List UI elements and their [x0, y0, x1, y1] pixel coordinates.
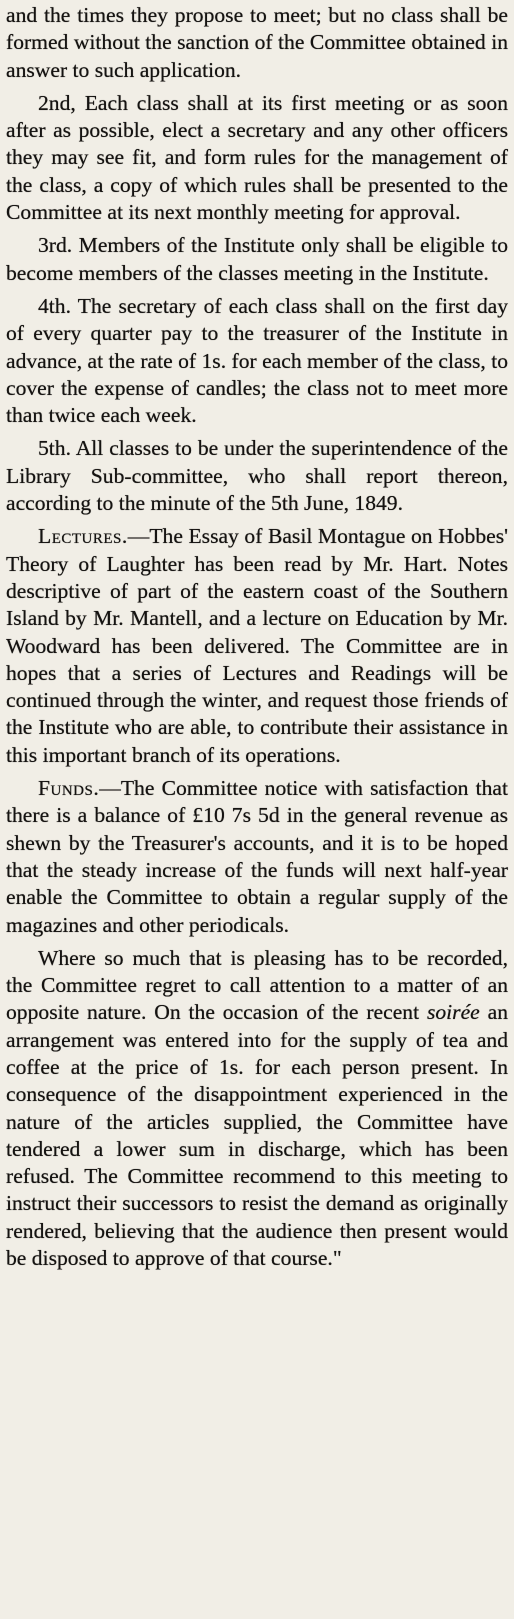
paragraph-text: 2nd, Each class shall at its first meeting or as soon after as possible, elect a secretary and any other officers they may see fit, and form rules for the management of the class, a copy of which rules shall be presented to the Committee at its next monthly meeting for approval. [6, 90, 508, 225]
paragraph-text: 3rd. Members of the Institute only shall be eligible to become members of the classes meeting in the Institute. [6, 233, 508, 285]
section-lead-lectures: Lectures. [38, 524, 128, 549]
paragraph-text-before: Where so much that is pleasing has to be recorded, the Committee regret to call attention to a matter of an opposite nature. On the occasion of the recent [6, 945, 508, 1025]
paragraph-rule-2nd [6, 90, 508, 226]
paragraph-funds [6, 775, 508, 939]
italic-word-soiree: soirée [426, 1000, 480, 1025]
paragraph-soiree [6, 945, 508, 1273]
section-lead-funds: Funds. [38, 776, 100, 801]
paragraph-text: 4th. The secretary of each class shall on the first day of every quarter pay to the treasurer of the Institute in advance, at the rate of 1s. for each member of the class, to cover the expense of candles; the class not to meet more than twice each week. [6, 293, 508, 428]
paragraph-text: —The Committee notice with satisfaction that there is a balance of £10 7s 5d in the general revenue as shewn by the Treasurer's accounts, and it is to be hoped that the steady increase of the funds will next half-year enable the Committee to obtain a regular supply of the magazines and other periodicals. [6, 776, 508, 937]
paragraph-text-after: an arrangement was entered into for the supply of tea and coffee at the price of 1s. for each person present. In consequence of the disappointment experienced in the nature of the articles supplied, the Committee have tendered a lower sum in discharge, which has been refused. The Committee recommend to this meeting to instruct their successors to resist the demand as originally rendered, believing that the audience then present would be disposed to approve of that course." [6, 1000, 509, 1271]
paragraph-rule-4th [6, 293, 508, 429]
paragraph-text: 5th. All classes to be under the superintendence of the Library Sub-committee, who shall report thereon, according to the minute of the 5th June, 1849. [6, 436, 508, 516]
paragraph-rule-3rd [6, 232, 508, 287]
paragraph-class-formation [6, 2, 508, 84]
document-column [6, 2, 508, 1278]
paragraph-text: —The Essay of Basil Montague on Hobbes' Theory of Laughter has been read by Mr. Hart. Notes descriptive of part of the eastern coast of the Southern Island by Mr. Mantell, and a lecture on Education by Mr. Woodward has been delivered. The Committee are in hopes that a series of Lectures and Readings will be continued through the winter, and request those friends of the Institute who are able, to contribute their assistance in this important branch of its operations. [6, 524, 508, 767]
paragraph-rule-5th [6, 435, 508, 517]
paragraph-text: and the times they propose to meet; but no class shall be formed without the sanction of the Committee obtained in answer to such application. [6, 3, 508, 82]
paragraph-lectures [6, 523, 508, 769]
